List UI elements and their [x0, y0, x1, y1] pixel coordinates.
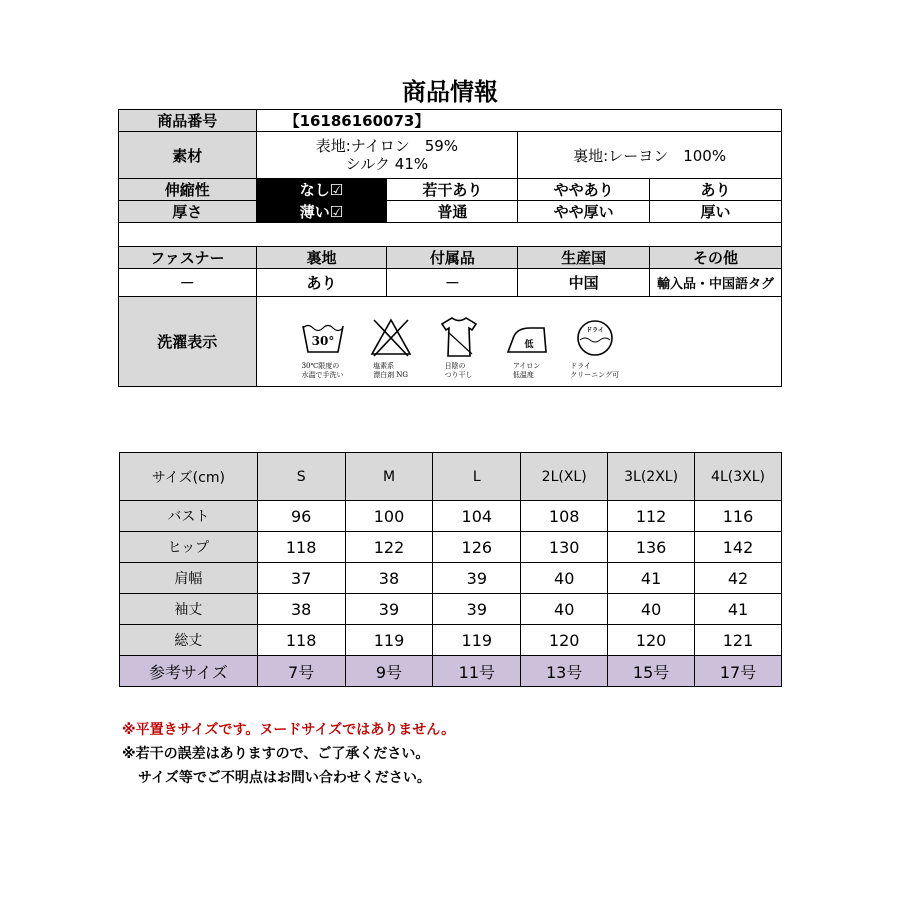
- row-label: 肩幅: [120, 563, 258, 594]
- material-outer: [256, 132, 518, 179]
- other-header: その他: [650, 247, 782, 269]
- wash-30-icon: [300, 314, 346, 360]
- table-cell: 39: [433, 563, 521, 594]
- material-label: 素材: [119, 132, 257, 179]
- table-cell: 11号: [433, 656, 521, 687]
- care-item-bleach: [361, 314, 421, 386]
- accessories-header: 付属品: [387, 247, 518, 269]
- iron-low-icon: [504, 314, 550, 360]
- table-cell: 122: [345, 532, 433, 563]
- material-lining: 裏地:レーヨン 100%: [518, 132, 782, 179]
- table-cell: 38: [345, 563, 433, 594]
- row-label: 総丈: [120, 625, 258, 656]
- material-outer-line-2: シルク 41%: [345, 155, 429, 173]
- table-cell: 136: [608, 532, 695, 563]
- table-cell: 100: [345, 501, 433, 532]
- table-cell: 13号: [521, 656, 608, 687]
- table-cell: 119: [433, 625, 521, 656]
- note-flat-measurement: ※平置きサイズです。ヌードサイズではありません。: [122, 722, 456, 738]
- country-value: 中国: [518, 269, 650, 297]
- table-cell: 130: [521, 532, 608, 563]
- table-cell: 118: [257, 532, 345, 563]
- table-cell: 40: [521, 594, 608, 625]
- care-item-dryclean: [565, 314, 625, 386]
- page-title: 商品情報: [402, 77, 498, 106]
- table-cell: 104: [433, 501, 521, 532]
- size-header-cell: 3L(2XL): [608, 453, 695, 501]
- table-cell: 120: [521, 625, 608, 656]
- spacer-row: [119, 223, 782, 247]
- table-row: [120, 594, 782, 625]
- table-cell: 38: [257, 594, 345, 625]
- table-row: [120, 501, 782, 532]
- size-header-row: [120, 453, 782, 501]
- table-cell: 121: [695, 625, 782, 656]
- thickness-option-normal: 普通: [387, 201, 518, 223]
- dry-clean-mark: ドライ: [585, 326, 604, 334]
- table-cell: 119: [345, 625, 433, 656]
- country-header: 生産国: [518, 247, 650, 269]
- table-cell: 9号: [345, 656, 433, 687]
- table-cell: 96: [257, 501, 345, 532]
- lining-value: あり: [256, 269, 387, 297]
- care-caption-dry: 日陰の つり干し: [444, 361, 473, 379]
- product-no-value: 【16186160073】: [256, 110, 781, 132]
- table-cell: 37: [257, 563, 345, 594]
- table-cell: 41: [695, 594, 782, 625]
- table-cell: 112: [608, 501, 695, 532]
- care-caption-iron: アイロン 低温度: [512, 361, 541, 379]
- table-cell: 116: [695, 501, 782, 532]
- table-cell: 7号: [257, 656, 345, 687]
- table-cell: 42: [695, 563, 782, 594]
- size-header-cell: サイズ(cm): [120, 453, 258, 501]
- thickness-option-thick: 厚い: [650, 201, 782, 223]
- notes: [122, 718, 455, 790]
- care-symbols-cell: [256, 297, 781, 387]
- table-row: [120, 563, 782, 594]
- table-cell: 15号: [608, 656, 695, 687]
- care-item-wash: [293, 314, 353, 386]
- fastener-value: －: [119, 269, 257, 297]
- stretch-option-none: なし☑: [256, 179, 387, 201]
- size-header-cell: S: [257, 453, 345, 501]
- care-caption-wash: 30℃限度の 水温で手洗い: [301, 361, 344, 379]
- size-header-cell: L: [433, 453, 521, 501]
- size-header-cell: 4L(3XL): [695, 453, 782, 501]
- note-tolerance: ※若干の誤差はありますので、ご了承ください。: [122, 746, 430, 762]
- care-item-dry: [429, 314, 489, 386]
- size-header-cell: 2L(XL): [521, 453, 608, 501]
- iron-low-mark: 低: [524, 339, 534, 350]
- size-table: [119, 452, 782, 687]
- other-value: 輸入品・中国語タグ: [650, 269, 782, 297]
- table-cell: 40: [608, 594, 695, 625]
- table-row: [120, 625, 782, 656]
- table-cell: 40: [521, 563, 608, 594]
- row-label: 袖丈: [120, 594, 258, 625]
- accessories-value: －: [387, 269, 518, 297]
- reference-size-row: [120, 656, 782, 687]
- product-no-label: 商品番号: [119, 110, 257, 132]
- care-symbols: [257, 298, 781, 386]
- care-caption-bleach: 塩素系 漂白剤 NG: [373, 361, 409, 379]
- table-cell: 39: [433, 594, 521, 625]
- fastener-header: ファスナー: [119, 247, 257, 269]
- table-cell: 17号: [695, 656, 782, 687]
- table-cell: 126: [433, 532, 521, 563]
- product-info-table: [118, 109, 782, 387]
- no-bleach-icon: [368, 314, 414, 360]
- table-cell: 41: [608, 563, 695, 594]
- thickness-option-thin: 薄い☑: [256, 201, 387, 223]
- shade-dry-icon: [436, 314, 482, 360]
- stretch-label: 伸縮性: [119, 179, 257, 201]
- stretch-option-some: ややあり: [518, 179, 650, 201]
- stretch-option-yes: あり: [650, 179, 782, 201]
- table-cell: 142: [695, 532, 782, 563]
- material-outer-line-1: 表地:ナイロン 59%: [315, 137, 459, 155]
- row-label: 参考サイズ: [120, 656, 258, 687]
- row-label: ヒップ: [120, 532, 258, 563]
- lining-header: 裏地: [256, 247, 387, 269]
- stretch-option-slight: 若干あり: [387, 179, 518, 201]
- size-header-cell: M: [345, 453, 433, 501]
- table-cell: 39: [345, 594, 433, 625]
- table-row: [120, 532, 782, 563]
- wash-30-mark: 30°: [311, 333, 334, 348]
- dry-clean-icon: [572, 314, 618, 360]
- care-caption-dryclean: ドライ クリーニング可: [570, 361, 619, 379]
- note-contact: サイズ等でご不明点はお問い合わせください。: [138, 770, 431, 786]
- thickness-option-slightly-thick: やや厚い: [518, 201, 650, 223]
- washing-label: 洗濯表示: [119, 297, 257, 387]
- table-cell: 118: [257, 625, 345, 656]
- row-label: バスト: [120, 501, 258, 532]
- table-cell: 120: [608, 625, 695, 656]
- care-item-iron: [497, 314, 557, 386]
- thickness-label: 厚さ: [119, 201, 257, 223]
- table-cell: 108: [521, 501, 608, 532]
